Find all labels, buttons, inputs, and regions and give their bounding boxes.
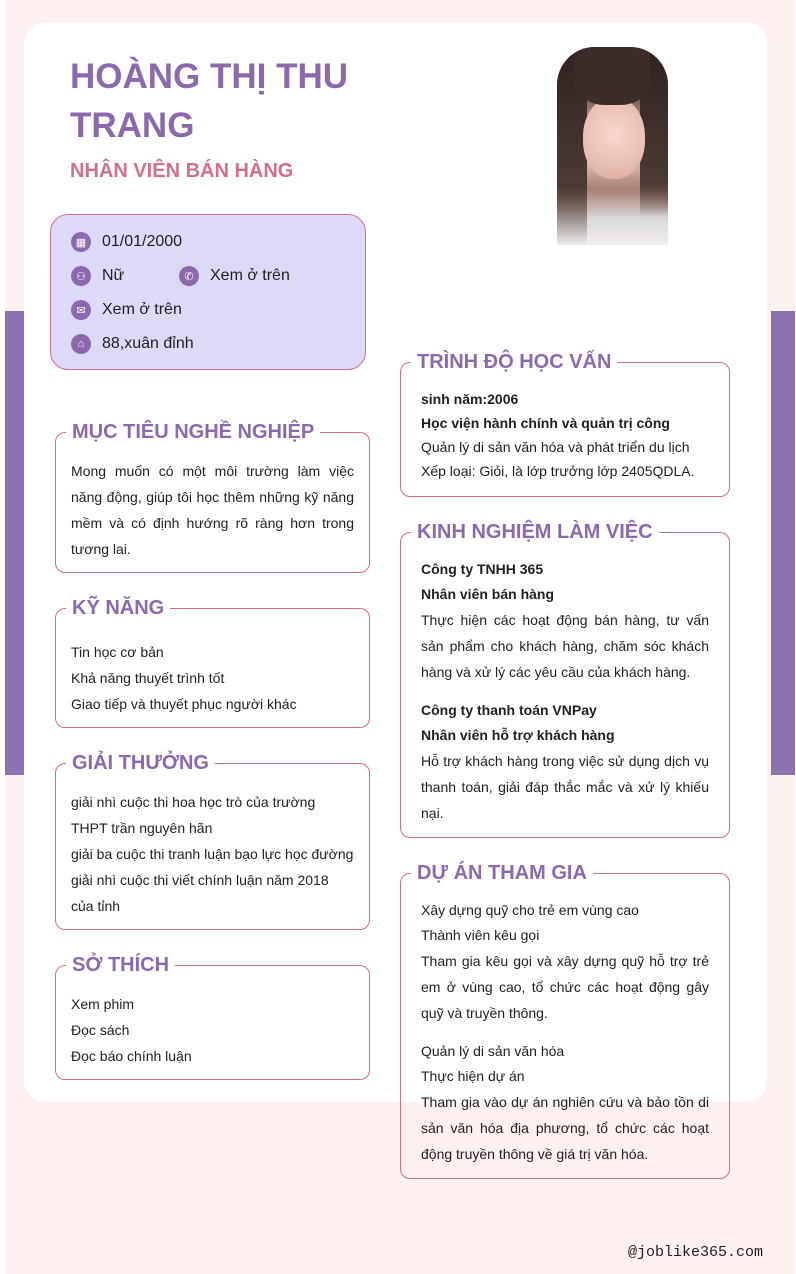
project-name: Quản lý di sản văn hóa: [421, 1043, 565, 1059]
objective-text: Mong muốn có một môi trường làm việc năng động, giúp tôi học thêm những kỹ năng mềm và có định hướng rõ ràng hơn trong tương lai.: [71, 463, 354, 557]
experience-list: [421, 557, 709, 826]
project-role: Thực hiện dự án: [421, 1068, 525, 1084]
hobbies-list: [71, 991, 354, 1069]
home-icon: ⌂: [71, 334, 91, 354]
list-item: giải nhì cuộc thi hoa học trò của trường THPT trần nguyên hãn: [71, 794, 316, 836]
projects-section: [400, 862, 730, 1179]
list-item: Khả năng thuyết trình tốt: [71, 670, 225, 686]
candidate-name: HOÀNG THỊ THU TRANG: [70, 57, 349, 145]
education-section: [400, 351, 730, 497]
section-title: KỸ NĂNG: [66, 596, 170, 620]
list-item: Đọc báo chính luận: [71, 1048, 192, 1064]
right-accent-stripe: [771, 311, 795, 775]
section-title: KINH NGHIỆM LÀM VIỆC: [411, 520, 659, 544]
company-name: Công ty TNHH 365: [421, 561, 544, 577]
list-item: giải ba cuộc thi tranh luận bạo lực học đường: [71, 846, 354, 862]
contact-info-box: [50, 214, 366, 370]
job-role: Nhân viên hỗ trợ khách hàng: [421, 727, 615, 743]
project-description: Tham gia vào dự án nghiên cứu và bảo tồn di sản văn hóa địa phương, tổ chức các hoạt động truyền thông về giá trị văn hóa.: [421, 1094, 709, 1162]
section-title: MỤC TIÊU NGHỀ NGHIỆP: [66, 420, 320, 444]
education-major: Quản lý di sản văn hóa và phát triển du lịch: [421, 439, 690, 455]
contact-gender: ⚇ Nữ: [71, 266, 124, 286]
job-role: Nhân viên bán hàng: [421, 586, 555, 602]
contact-address: ⌂ 88,xuân đỉnh: [71, 334, 194, 354]
skills-list: [71, 639, 354, 717]
calendar-icon: ▦: [71, 232, 91, 252]
list-item: [421, 698, 709, 826]
section-title: TRÌNH ĐỘ HỌC VẤN: [411, 350, 617, 374]
list-item: [421, 1039, 709, 1167]
list-item: Đọc sách: [71, 1022, 130, 1038]
gender-icon: ⚇: [71, 266, 91, 286]
section-title: DỰ ÁN THAM GIA: [411, 861, 593, 885]
candidate-job-title: NHÂN VIÊN BÁN HÀNG: [70, 160, 294, 182]
project-role: Thành viên kêu gọi: [421, 927, 540, 943]
contact-phone: ✆ Xem ở trên: [179, 266, 290, 286]
list-item: [421, 557, 709, 685]
list-item: Tin học cơ bản: [71, 644, 164, 660]
awards-list: [71, 789, 354, 919]
company-name: Công ty thanh toán VNPay: [421, 702, 597, 718]
profile-photo: [557, 47, 668, 245]
contact-birthday: ▦ 01/01/2000: [71, 232, 182, 252]
project-description: Tham gia kêu gọi và xây dựng quỹ hỗ trợ trẻ em ở vùng cao, tổ chức các hoạt động gây quỹ và truyền thông.: [421, 953, 709, 1021]
footer-watermark: @joblike365.com: [627, 1244, 763, 1261]
experience-section: [400, 521, 730, 838]
email-icon: ✉: [71, 300, 91, 320]
education-grade: Xếp loại: Giỏi, là lớp trưởng lớp 2405QDLA.: [421, 463, 695, 479]
skills-section: [55, 597, 370, 728]
job-description: Thực hiện các hoạt động bán hàng, tư vấn sản phẩm cho khách hàng, chăm sóc khách hàng và xử lý các yêu cầu của khách hàng.: [421, 612, 709, 680]
objective-section: [55, 421, 370, 573]
education-period: sinh năm:2006: [421, 391, 519, 407]
phone-icon: ✆: [179, 266, 199, 286]
awards-section: [55, 752, 370, 930]
section-title: GIẢI THƯỞNG: [66, 751, 215, 775]
list-item: [421, 898, 709, 1026]
section-title: SỞ THÍCH: [66, 953, 175, 977]
job-description: Hỗ trợ khách hàng trong việc sử dụng dịch vụ thanh toán, giải đáp thắc mắc và xử lý khiếu nại.: [421, 753, 709, 821]
hobbies-section: [55, 954, 370, 1080]
list-item: Giao tiếp và thuyết phục người khác: [71, 696, 297, 712]
project-name: Xây dựng quỹ cho trẻ em vùng cao: [421, 902, 639, 918]
list-item: Xem phim: [71, 996, 135, 1012]
list-item: giải nhì cuộc thi viết chính luận năm 2018 của tỉnh: [71, 872, 329, 914]
projects-list: [421, 898, 709, 1167]
contact-email: ✉ Xem ở trên: [71, 300, 182, 320]
education-school: Học viện hành chính và quản trị công: [421, 415, 670, 431]
education-details: [421, 387, 709, 483]
